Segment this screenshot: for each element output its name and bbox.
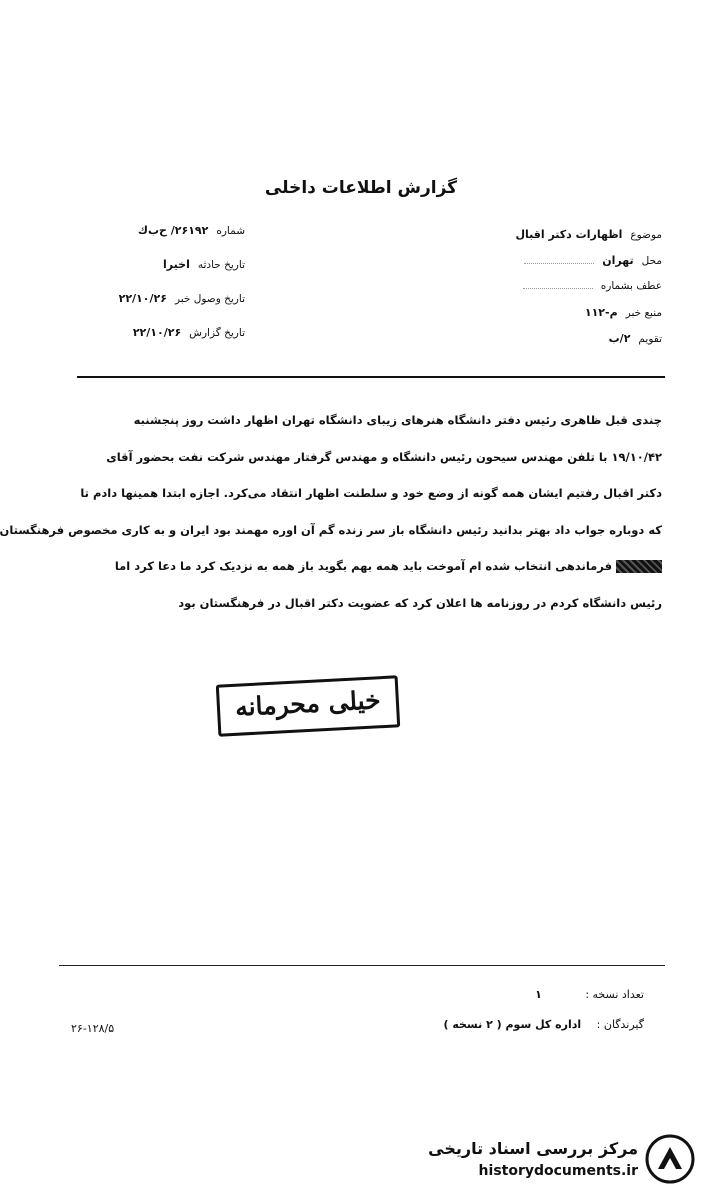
- event-date-row: [70, 258, 245, 292]
- event-date-value: اخیرا: [163, 258, 190, 271]
- archive-watermark: [396, 1133, 696, 1189]
- subject-label: موضوع: [630, 229, 662, 241]
- footer-divider: [59, 965, 665, 966]
- meta-left-block: [70, 224, 245, 360]
- source-label: منبع خبر: [625, 307, 662, 319]
- body-line-4-tail: فرهنگستان: [0, 522, 65, 537]
- copies-label: تعداد نسخه: [592, 988, 644, 1001]
- report-date-row: [70, 326, 245, 360]
- archive-website: historydocuments.ir: [478, 1163, 638, 1179]
- location-dotted-line: [524, 262, 594, 264]
- source-row: [462, 306, 662, 332]
- body-line-1: چندی قبل ظاهری رئیس دفتر دانشگاه هنرهای زیبای دانشگاه تهران اظهار داشت روز پنجشنبه: [133, 413, 662, 427]
- report-body: [0, 402, 662, 621]
- received-date-label: تاریخ وصول خبر: [174, 293, 245, 305]
- body-line-5: [54, 548, 662, 585]
- rating-row: [462, 332, 662, 358]
- report-date-label: تاریخ گزارش: [189, 327, 245, 339]
- number-row: [70, 224, 245, 258]
- header-divider: [77, 376, 665, 378]
- recipients-value: اداره کل سوم ( ۲ نسخه ): [443, 1018, 582, 1031]
- document-title: گزارش اطلاعات داخلی: [264, 178, 458, 198]
- rating-value: ۲/ب: [608, 332, 631, 345]
- location-value: تهران: [602, 254, 634, 267]
- report-date-value: ۲۲/۱۰/۲۶: [132, 326, 182, 339]
- number-label: شماره: [216, 225, 245, 237]
- body-line-5-text: فرماندهی انتخاب شده ام آموخت باید همه بهم بگوید باز همه به نزدیک کرد ما دعا کرد اما: [114, 559, 612, 573]
- location-label: محل: [641, 255, 662, 267]
- number-value: ۲۶۱۹۲/ ح‌ب‌ك: [137, 224, 209, 237]
- meta-right-block: [462, 228, 662, 358]
- archive-logo-icon: [644, 1133, 696, 1185]
- stamp-text: خیلی محرمانه: [234, 685, 382, 722]
- received-date-row: [70, 292, 245, 326]
- body-line-3: دکتر اقبال رفتیم ایشان همه گونه از وضع خود و سلطنت اظهار انتقاد می‌کرد. اجازه ابتدا همینها دادم تا: [80, 486, 662, 500]
- source-value: م-۱۱۲: [584, 306, 618, 319]
- subject-row: [462, 228, 662, 254]
- attachment-row: [462, 280, 662, 306]
- attachment-label: عطف بشماره: [600, 280, 662, 292]
- attachment-dotted-line: [523, 287, 593, 289]
- body-line-6: رئیس دانشگاه کردم در روزنامه ها اعلان کرد که عضویت دکتر اقبال در فرهنگستان بود: [178, 595, 662, 610]
- body-line-4-text: که دوباره جواب داد بهتر بدانید رئیس دانشگاه باز سر زنده گم آن اوره مهمند بود ایران و به کاری مخصوص: [68, 522, 662, 537]
- received-date-value: ۲۲/۱۰/۲۶: [118, 292, 167, 305]
- body-line-2: ۱۹/۱۰/۴۲ با تلفن مهندس سیحون رئیس دانشگاه و مهندس گرفتار مهندس شرکت نفت بحضور آقای: [106, 449, 662, 464]
- event-date-label: تاریخ حادثه: [197, 259, 245, 271]
- copies-value: ۱: [535, 988, 542, 1001]
- subject-value: اظهارات دکتر اقبال: [515, 228, 623, 241]
- location-row: [462, 254, 662, 280]
- recipients-label: گیرندگان: [603, 1018, 644, 1031]
- rating-label: تقویم: [638, 333, 662, 345]
- copies-row: تعداد نسخه : ۱: [535, 988, 644, 1001]
- redaction-mark: [616, 560, 662, 573]
- archive-name: مرکز بررسی اسناد تاریخی: [428, 1139, 638, 1158]
- body-line-4: [0, 512, 662, 549]
- recipients-row: گیرندگان : اداره کل سوم ( ۲ نسخه ): [443, 1018, 644, 1031]
- document-code: ۲۶-۱۲۸/۵: [71, 1022, 115, 1035]
- classification-stamp: [216, 675, 400, 736]
